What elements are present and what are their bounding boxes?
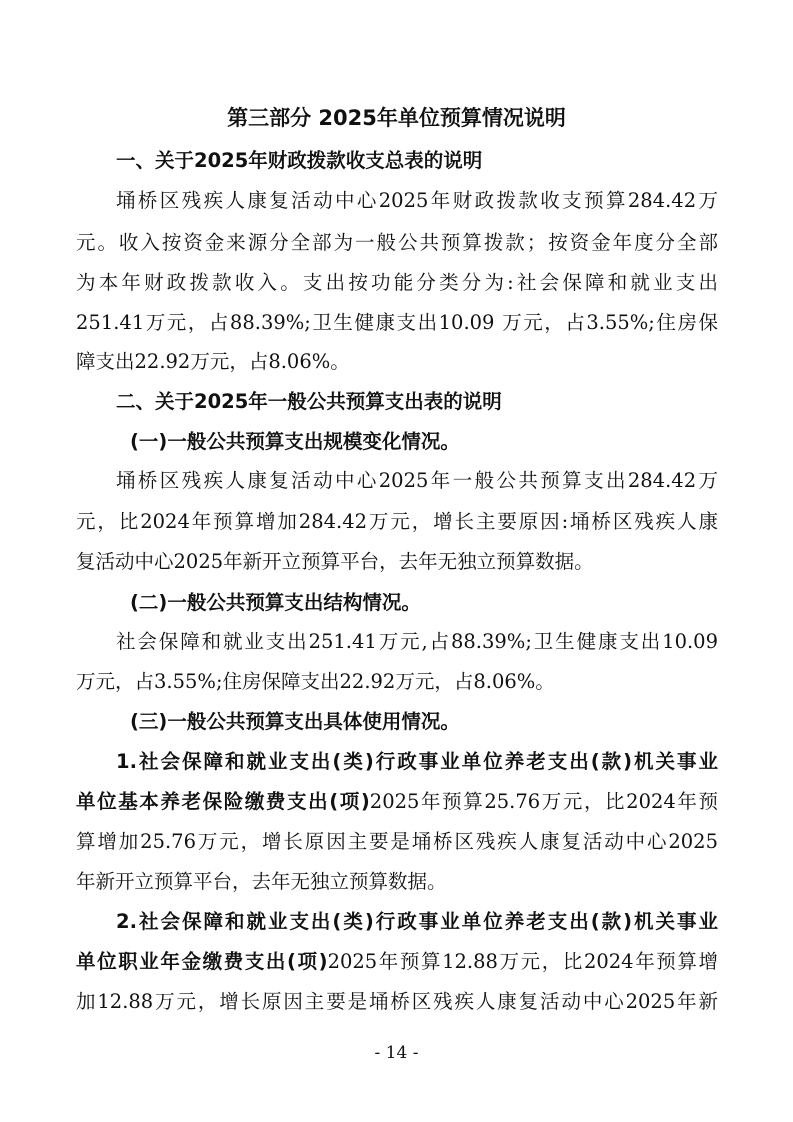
item1-line-1: 1.社会保障和就业支出(类)行政事业单位养老支出(款)机关事业 bbox=[116, 750, 718, 773]
item2-line-1: 2.社会保障和就业支出(类)行政事业单位养老支出(款)机关事业 bbox=[116, 910, 718, 933]
section1-line-1: 埇桥区残疾人康复活动中心2025年财政拨款收支预算284.42万 bbox=[116, 189, 718, 212]
page-number: - 14 - bbox=[374, 1043, 419, 1063]
sub2-line-2: 万元，占3.55%;住房保障支出22.92万元，占8.06%。 bbox=[76, 670, 555, 693]
sub3-heading: (三)一般公共预算支出具体使用情况。 bbox=[130, 710, 460, 733]
section1-line-3: 为本年财政拨款收入。支出按功能分类分为:社会保障和就业支出 bbox=[76, 271, 718, 294]
sub2-heading: (二)一般公共预算支出结构情况。 bbox=[130, 591, 421, 614]
item1-line-3: 算增加25.76万元，增长原因主要是埇桥区残疾人康复活动中心2025 bbox=[76, 830, 718, 853]
section1-heading: 一、关于2025年财政拨款收支总表的说明 bbox=[116, 149, 483, 172]
item2-bold-text: 单位职业年金缴费支出(项) bbox=[76, 950, 328, 973]
item1-rest-text: 2025年预算25.76万元，比2024年预 bbox=[369, 790, 718, 813]
item1-line-4: 年新开立预算平台，去年无独立预算数据。 bbox=[76, 870, 447, 893]
item1-bold-text: 单位基本养老保险缴费支出(项) bbox=[76, 790, 370, 813]
section2-heading: 二、关于2025年一般公共预算支出表的说明 bbox=[116, 390, 502, 413]
section1-line-4: 251.41万元，占88.39%;卫生健康支出10.09 万元，占3.55%;住房保 bbox=[76, 311, 718, 334]
sub1-line-3: 复活动中心2025年新开立预算平台，去年无独立预算数据。 bbox=[76, 550, 594, 573]
sub1-line-2: 元，比2024年预算增加284.42万元，增长主要原因:埇桥区残疾人康 bbox=[76, 510, 718, 533]
sub1-line-1: 埇桥区残疾人康复活动中心2025年一般公共预算支出284.42万 bbox=[116, 469, 718, 492]
section1-line-2: 元。收入按资金来源分全部为一般公共预算拨款；按资金年度分全部 bbox=[76, 231, 718, 254]
sub2-line-1: 社会保障和就业支出251.41万元,占88.39%;卫生健康支出10.09 bbox=[116, 630, 718, 653]
page-title: 第三部分 2025年单位预算情况说明 bbox=[227, 106, 566, 130]
item1-line-2 bbox=[76, 786, 718, 818]
item2-line-2 bbox=[76, 946, 718, 978]
section1-line-5: 障支出22.92万元，占8.06%。 bbox=[76, 350, 350, 373]
item2-line-3: 加12.88万元，增长原因主要是埇桥区残疾人康复活动中心2025年新 bbox=[76, 990, 718, 1013]
sub1-heading: (一)一般公共预算支出规模变化情况。 bbox=[130, 430, 460, 453]
item2-rest-text: 2025年预算12.88万元，比2024年预算增 bbox=[327, 950, 718, 973]
